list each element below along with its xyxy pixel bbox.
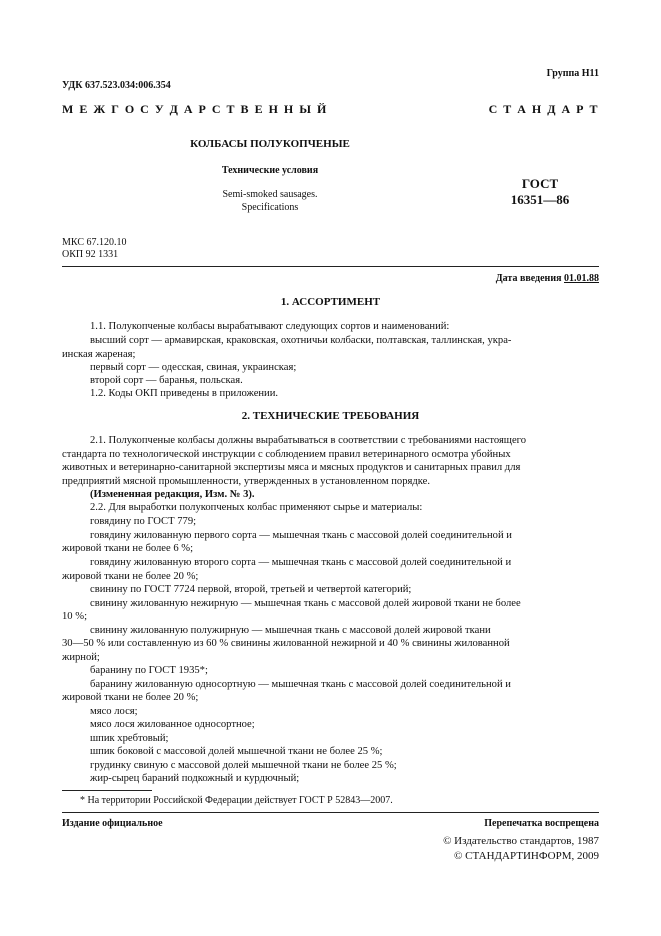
s2-item-4: свинину по ГОСТ 7724 первой, второй, третьей и четвертой категорий; — [90, 584, 412, 595]
footnote-rule — [62, 790, 152, 791]
doc-title-en-1: Semi-smoked sausages. — [222, 189, 318, 200]
doc-title-en-2: Specifications — [241, 202, 299, 213]
s2-item-3b: жировой ткани не более 20 %; — [62, 571, 199, 582]
s2-revision: (Измененная редакция, Изм. № 3). — [90, 489, 255, 500]
s2-item-10: мясо лося жилованное односортное; — [90, 719, 255, 730]
divider — [62, 266, 599, 267]
gost-label: ГОСТ — [521, 176, 559, 191]
effective-date — [496, 273, 599, 284]
s1-p2a: высший сорт — армавирская, краковская, охотничьи колбаски, полтавская, таллинская, укра- — [90, 335, 512, 346]
s2-p1a: 2.1. Полукопченые колбасы должны вырабатываться в соответствии с требованиями настоящего — [90, 435, 527, 446]
doc-title: КОЛБАСЫ ПОЛУКОПЧЕНЫЕ — [190, 138, 350, 150]
s2-item-6c: жирной; — [62, 652, 100, 663]
s2-item-8a: баранину жилованную односортную — мышечная ткань с массовой долей соединительной и — [90, 679, 511, 690]
s1-p4: второй сорт — баранья, польская. — [90, 375, 243, 386]
effective-date-value: 01.01.88 — [564, 273, 599, 284]
s2-item-13: грудинку свиную с массовой долей мышечной ткани не более 25 %; — [90, 760, 397, 771]
s2-p2: 2.2. Для выработки полукопченых колбас применяют сырье и материалы: — [90, 502, 423, 513]
footer-divider — [62, 812, 599, 813]
s2-p1d: предприятий мясной промышленности, утвержденных в установленном порядке. — [62, 476, 430, 487]
s2-item-8b: жировой ткани не более 20 %; — [62, 692, 199, 703]
doc-subtitle: Технические условия — [221, 165, 319, 176]
mks-code: МКС 67.120.10 — [62, 237, 127, 248]
s1-p3: первый сорт — одесская, свиная, украинская; — [90, 362, 297, 373]
reprint-notice: Перепечатка воспрещена — [484, 818, 599, 829]
section-2-heading: 2. ТЕХНИЧЕСКИЕ ТРЕБОВАНИЯ — [241, 410, 420, 422]
group-code: Группа Н11 — [546, 68, 599, 79]
s2-item-7: баранину по ГОСТ 1935*; — [90, 665, 208, 676]
section-1-heading: 1. АССОРТИМЕНТ — [280, 296, 381, 308]
s2-item-11: шпик хребтовый; — [90, 733, 169, 744]
footnote: * На территории Российской Федерации действует ГОСТ Р 52843—2007. — [80, 795, 393, 806]
s2-item-5b: 10 %; — [62, 611, 88, 622]
s1-p2b: инская жареная; — [62, 349, 136, 360]
s2-p1b: стандарта по технологической инструкции с соблюдением правил ветеринарного осмотра убойных — [62, 449, 511, 460]
s1-p5: 1.2. Коды ОКП приведены в приложении. — [90, 388, 279, 399]
s2-item-6b: 30—50 % или составленную из 60 % свинины жилованной нежирной и 40 % свинины жилованной — [62, 638, 510, 649]
okp-code: ОКП 92 1331 — [62, 249, 119, 260]
s2-item-6a: свинину жилованную полужирную — мышечная ткань с массовой долей жировой ткани — [90, 625, 491, 636]
s2-p1c: животных и ветеринарно-санитарной экспертизы мяса и мясных продуктов и санитарных правил для — [62, 462, 521, 473]
official-edition: Издание официальное — [62, 818, 163, 829]
gost-number: 16351—86 — [510, 192, 570, 207]
s2-item-12: шпик боковой с массовой долей мышечной ткани не более 25 %; — [90, 746, 383, 757]
s2-item-1: говядину по ГОСТ 779; — [90, 516, 197, 527]
s2-item-9: мясо лося; — [90, 706, 138, 717]
s2-item-2b: жировой ткани не более 6 %; — [62, 543, 194, 554]
s2-item-2a: говядину жилованную первого сорта — мышечная ткань с массовой долей соединительной и — [90, 530, 512, 541]
banner-right: С Т А Н Д А Р Т — [488, 102, 599, 116]
copyright-2: © СТАНДАРТИНФОРМ, 2009 — [454, 850, 599, 862]
udk-code: УДК 637.523.034:006.354 — [62, 80, 171, 91]
s1-p1: 1.1. Полукопченые колбасы вырабатывают следующих сортов и наименований: — [90, 321, 450, 332]
banner-left: М Е Ж Г О С У Д А Р С Т В Е Н Н Ы Й — [62, 102, 328, 116]
copyright-1: © Издательство стандартов, 1987 — [443, 835, 599, 847]
s2-item-3a: говядину жилованную второго сорта — мышечная ткань с массовой долей соединительной и — [90, 557, 512, 568]
effective-date-label: Дата введения — [495, 273, 562, 284]
s2-item-14: жир-сырец бараний подкожный и курдючный; — [90, 773, 300, 784]
s2-item-5a: свинину жилованную нежирную — мышечная ткань с массовой долей жировой ткани не более — [90, 598, 521, 609]
